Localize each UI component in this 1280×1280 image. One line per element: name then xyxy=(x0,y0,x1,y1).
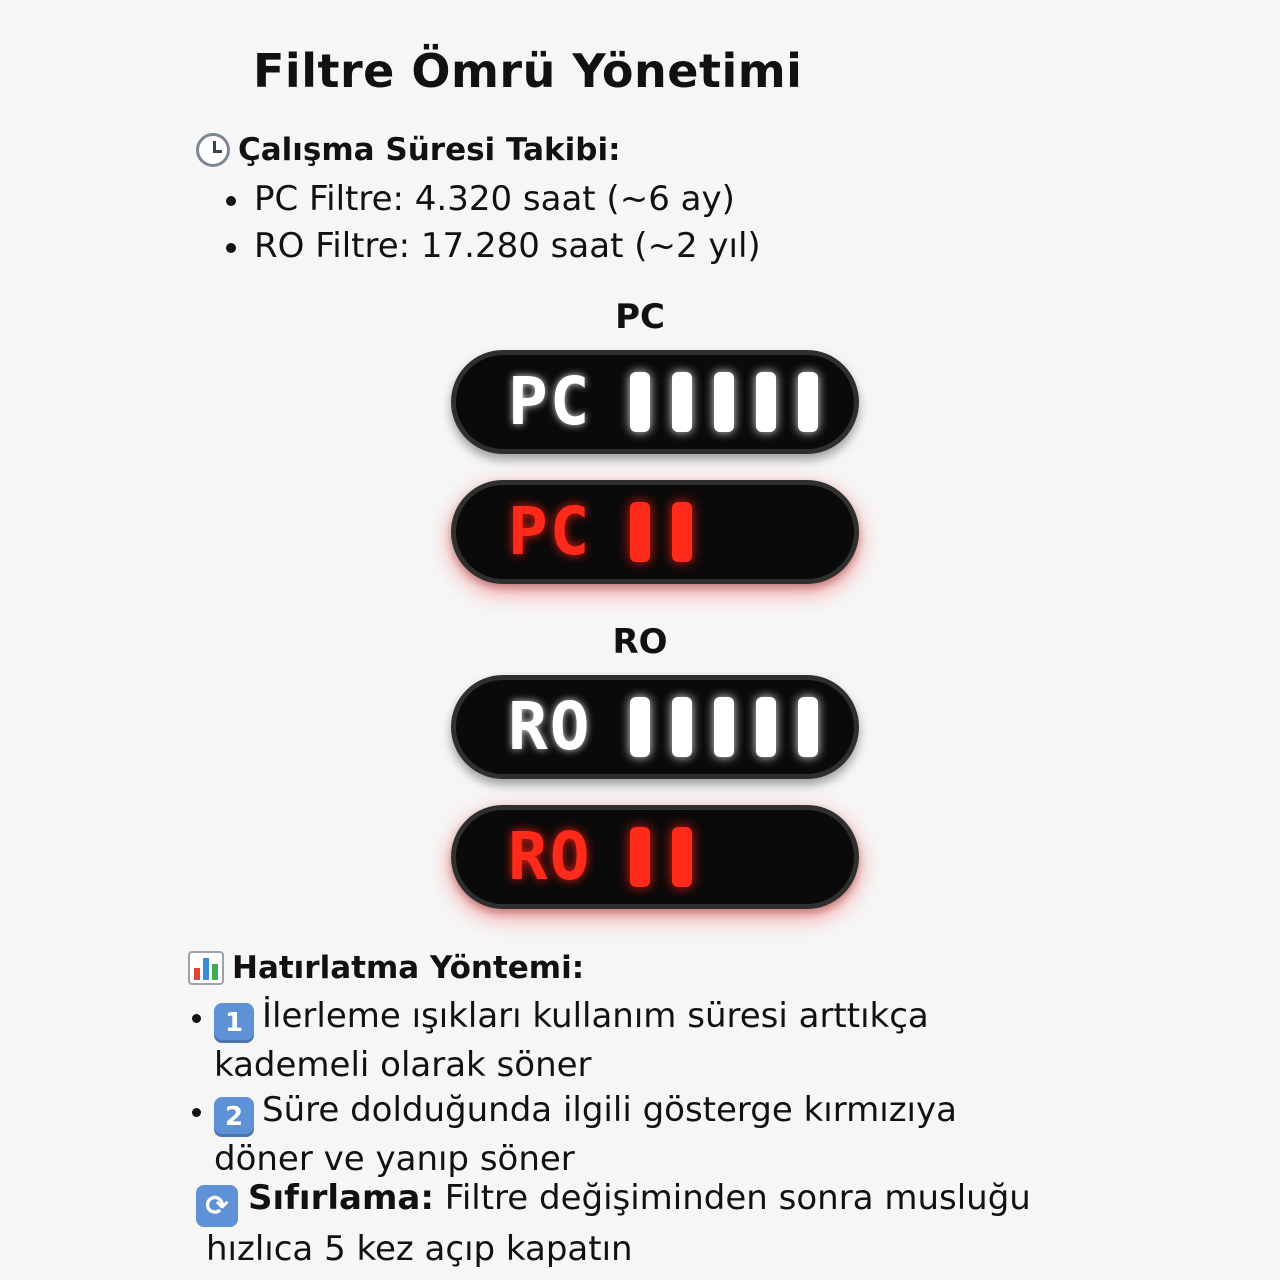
progress-bars xyxy=(630,372,818,432)
list-item xyxy=(190,994,957,1088)
progress-bar-segment xyxy=(756,372,776,432)
list-item xyxy=(190,1088,957,1182)
progress-bar-segment xyxy=(630,502,650,562)
tracking-heading-text: Çalışma Süresi Takibi: xyxy=(238,132,621,168)
progress-bar-segment xyxy=(630,372,650,432)
reset-label: Sıfırlama: xyxy=(248,1178,434,1218)
progress-bar-segment xyxy=(672,502,692,562)
reset-instruction xyxy=(196,1176,1031,1272)
pc-display-code: PC xyxy=(508,493,592,570)
refresh-icon: ⟳ xyxy=(196,1185,238,1227)
clock-icon xyxy=(196,133,230,167)
step-text-line1: İlerleme ışıkları kullanım süresi arttıkça xyxy=(262,996,929,1036)
step-text-line1: Süre dolduğunda ilgili gösterge kırmızıya xyxy=(262,1090,957,1130)
list-item: PC Filtre: 4.320 saat (~6 ay) xyxy=(222,176,761,223)
list-item: RO Filtre: 17.280 saat (~2 yıl) xyxy=(222,223,761,270)
reminder-heading-text: Hatırlatma Yöntemi: xyxy=(232,950,585,986)
pc-display-code: PC xyxy=(508,363,592,440)
ro-display-full xyxy=(451,675,859,779)
step-text-line2: döner ve yanıp söner xyxy=(214,1139,575,1179)
progress-bar-segment xyxy=(798,697,818,757)
reset-text-line2: hızlıca 5 kez açıp kapatın xyxy=(206,1229,633,1269)
reminder-heading xyxy=(188,950,584,986)
tracking-list xyxy=(222,176,761,270)
progress-bars xyxy=(630,502,692,562)
progress-bar-segment xyxy=(630,697,650,757)
ro-display-label: RO xyxy=(612,622,668,662)
progress-bar-segment xyxy=(756,697,776,757)
progress-bars xyxy=(630,827,692,887)
reset-text-line1: Filtre değişiminden sonra musluğu xyxy=(444,1178,1031,1218)
progress-bar-segment xyxy=(672,697,692,757)
page-title: Filtre Ömrü Yönetimi xyxy=(253,44,803,98)
pc-display-expired xyxy=(451,480,859,584)
keycap-one-icon: 1 xyxy=(214,1003,254,1043)
keycap-two-icon: 2 xyxy=(214,1097,254,1137)
pc-display-full xyxy=(451,350,859,454)
bar-chart-icon xyxy=(188,951,224,985)
progress-bar-segment xyxy=(672,827,692,887)
pc-display-label: PC xyxy=(615,297,665,337)
progress-bar-segment xyxy=(672,372,692,432)
ro-display-expired xyxy=(451,805,859,909)
progress-bar-segment xyxy=(714,697,734,757)
reminder-steps xyxy=(190,994,957,1182)
progress-bar-segment xyxy=(798,372,818,432)
progress-bar-segment xyxy=(630,827,650,887)
progress-bar-segment xyxy=(714,372,734,432)
progress-bars xyxy=(630,697,818,757)
ro-display-code: RO xyxy=(508,688,592,765)
tracking-heading xyxy=(196,132,621,168)
ro-display-code: RO xyxy=(508,818,592,895)
step-text-line2: kademeli olarak söner xyxy=(214,1045,592,1085)
